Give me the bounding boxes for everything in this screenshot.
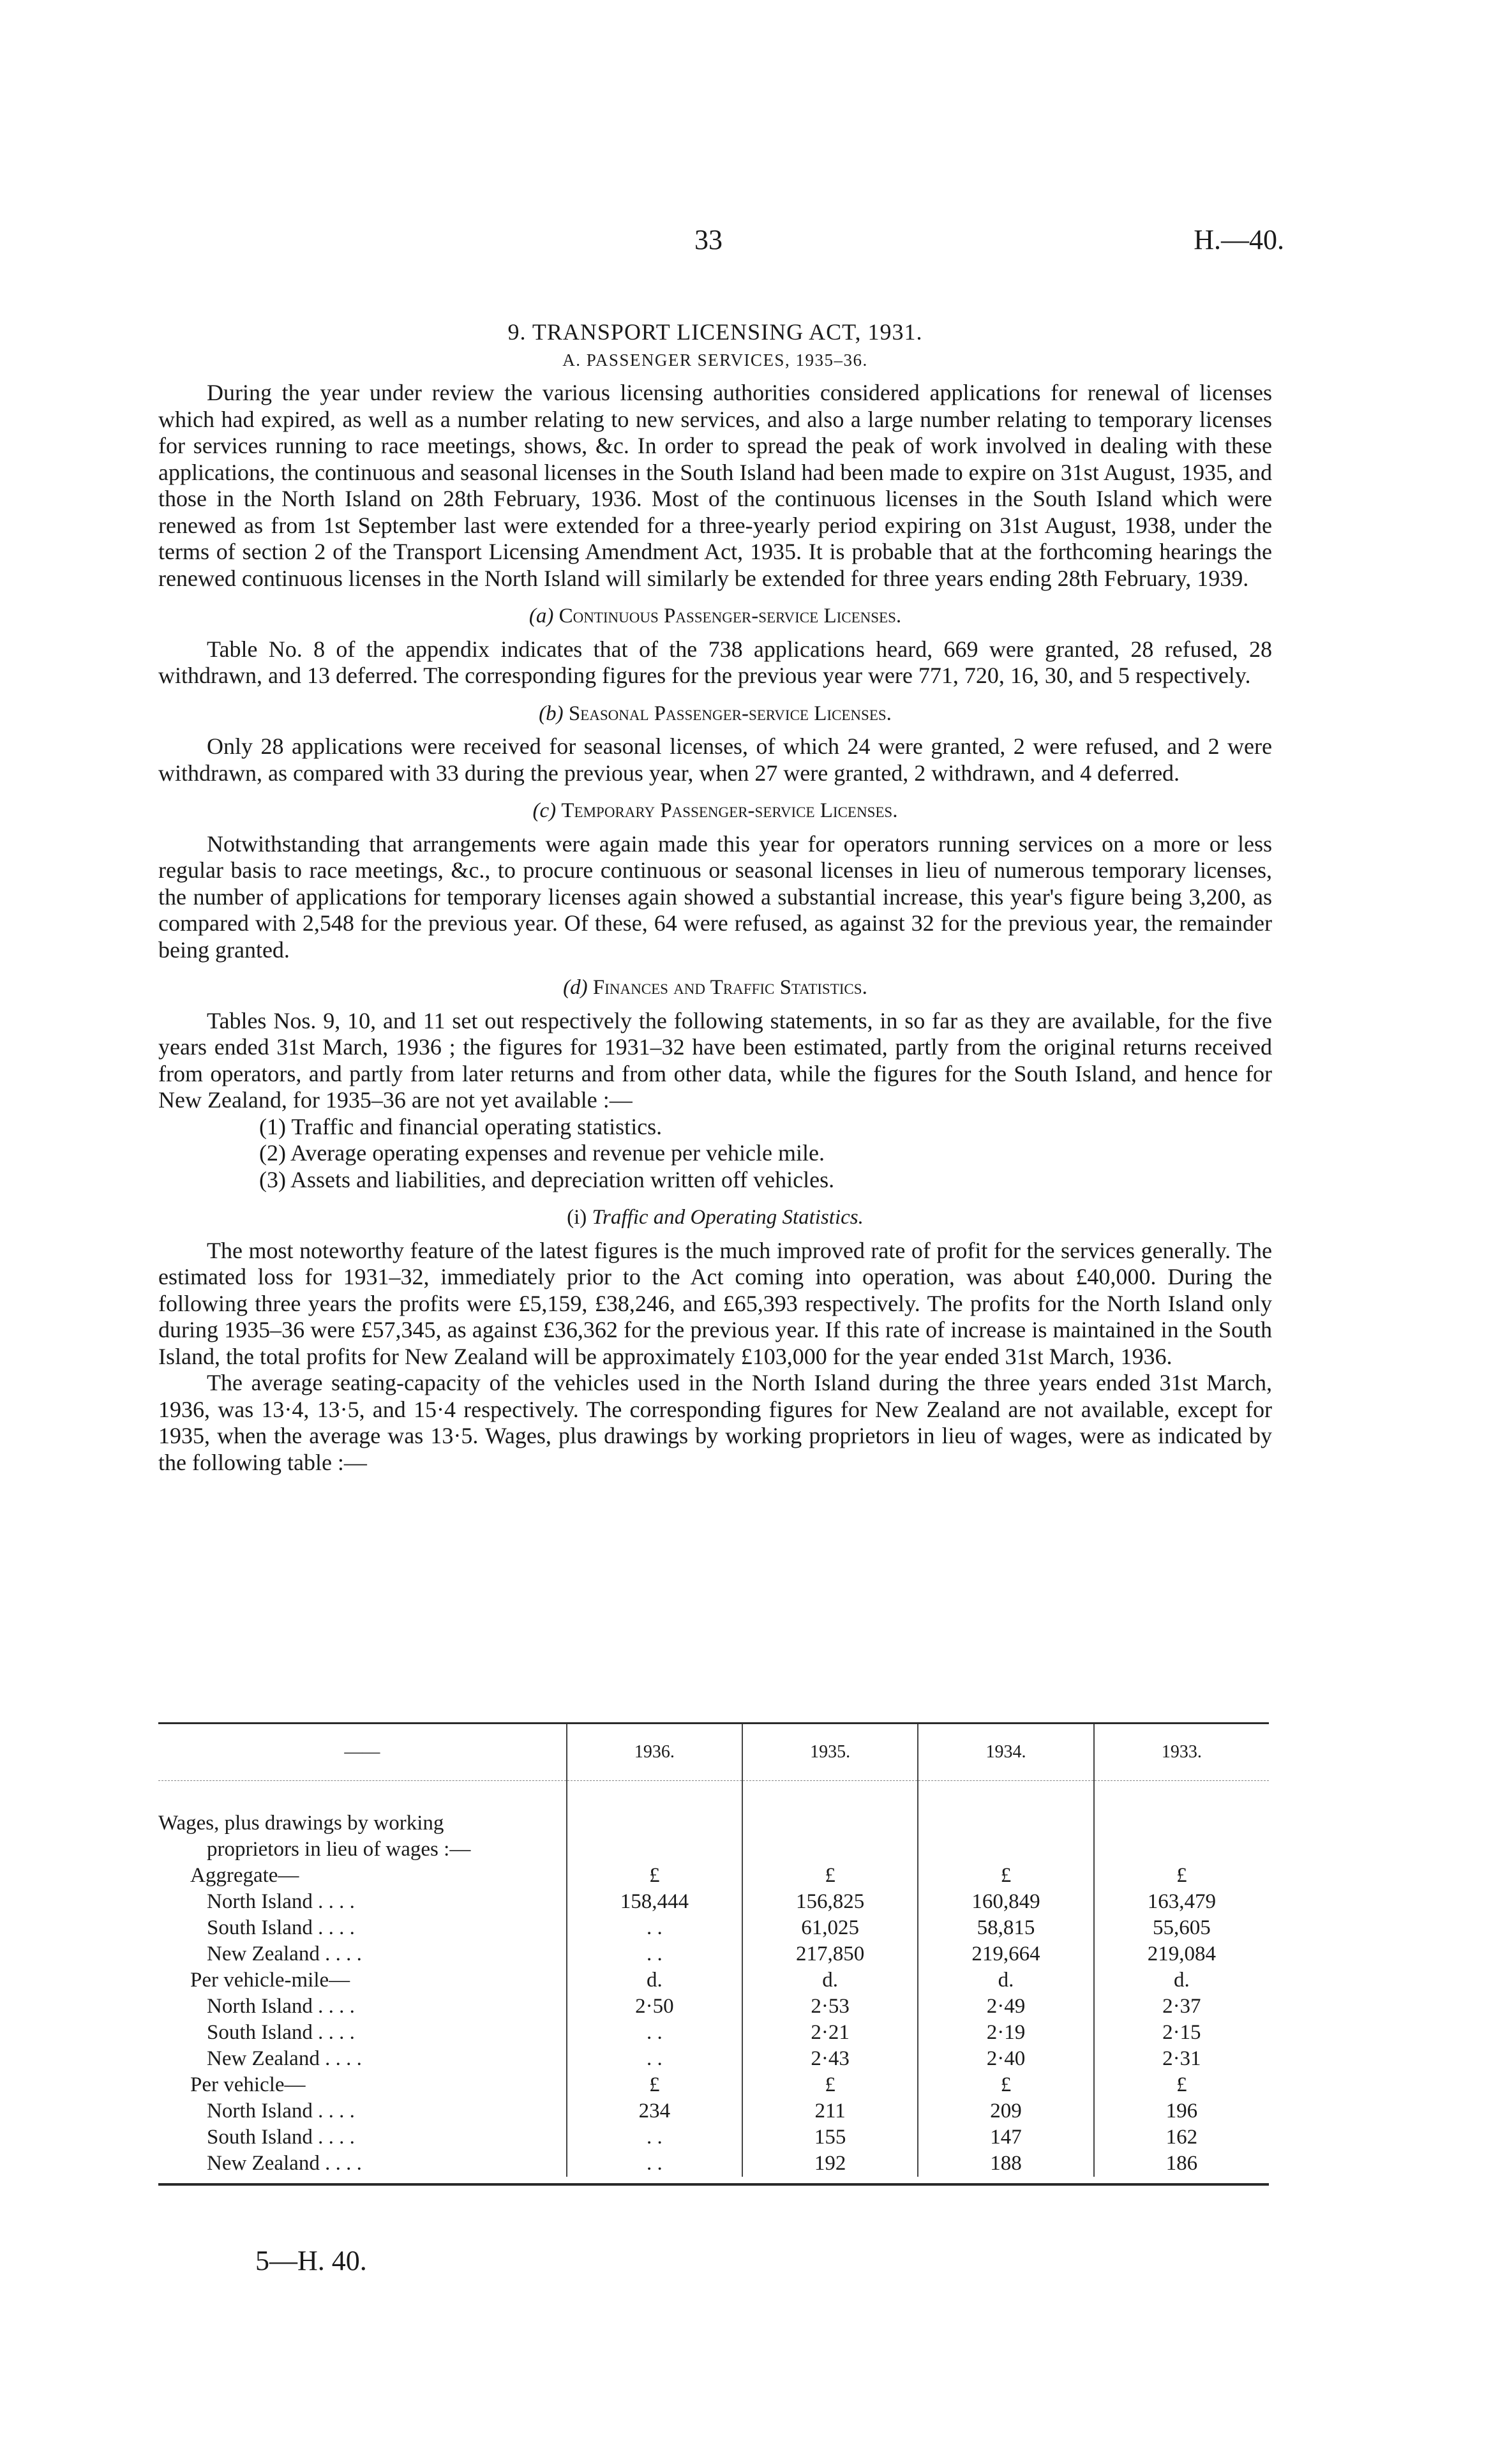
table-cell: 2·53 <box>742 1994 918 2020</box>
table-cell <box>1094 1837 1269 1863</box>
table-row <box>158 2124 1269 2151</box>
table-cell: 2·19 <box>918 2020 1093 2046</box>
heading-text: Seasonal Passenger-service Licenses. <box>568 702 892 725</box>
table-cell <box>1094 1810 1269 1837</box>
row-label: Aggregate— <box>190 1864 299 1887</box>
heading-text: Temporary Passenger-service Licenses. <box>561 799 898 822</box>
table-cell: 2·49 <box>918 1994 1093 2020</box>
table-cell: d. <box>742 1967 918 1994</box>
table-cell: 211 <box>742 2098 918 2124</box>
table-cell: 196 <box>1094 2098 1269 2124</box>
heading-c <box>158 798 1272 825</box>
table-cell: 163,479 <box>1094 1889 1269 1915</box>
row-label: South Island . . . . <box>207 2126 355 2149</box>
section-title: 9. TRANSPORT LICENSING ACT, 1931. <box>507 319 923 345</box>
table-cell <box>158 1781 567 1811</box>
table-cell: 61,025 <box>742 1915 918 1941</box>
table-cell: £ <box>567 1863 742 1889</box>
table-cell: 2·31 <box>1094 2046 1269 2072</box>
wages-table-block <box>158 1722 1269 2186</box>
row-label: Wages, plus drawings by working <box>158 1812 444 1835</box>
table-row <box>158 1863 1269 1889</box>
table-cell <box>1094 1781 1269 1811</box>
table-cell <box>918 1781 1093 1811</box>
column-header: 1935. <box>742 1724 918 1781</box>
heading-marker: (d) <box>563 976 588 999</box>
table-cell: 55,605 <box>1094 1915 1269 1941</box>
table-cell: 2·43 <box>742 2046 918 2072</box>
heading-text: Traffic and Operating Statistics. <box>592 1206 864 1229</box>
heading-text: Finances and Traffic Statistics. <box>592 976 867 999</box>
table-cell: d. <box>918 1967 1093 1994</box>
heading-marker: (b) <box>539 702 564 725</box>
row-label: Per vehicle-mile— <box>190 1969 350 1992</box>
table-cell: 58,815 <box>918 1915 1093 1941</box>
row-label: South Island . . . . <box>207 2021 355 2044</box>
heading-marker: (i) <box>567 1206 587 1229</box>
paragraph-a: Table No. 8 of the appendix indicates that of the 738 applications heard, 669 were granted, 28 refused, 28 withdrawn, and 13 deferred. The corresponding figures for the previous year were 771, 720, 16, 30, and 5 respectively. <box>158 636 1272 688</box>
row-label: New Zealand . . . . <box>207 2047 362 2070</box>
body-content <box>158 319 1272 1476</box>
table-cell: d. <box>567 1967 742 1994</box>
column-header: 1934. <box>918 1724 1093 1781</box>
heading-d <box>158 975 1272 1002</box>
table-row <box>158 1837 1269 1863</box>
column-header: 1936. <box>567 1724 742 1781</box>
table-cell: d. <box>1094 1967 1269 1994</box>
table-row <box>158 2098 1269 2124</box>
table-cell <box>742 1810 918 1837</box>
row-label: Per vehicle— <box>190 2073 306 2096</box>
table-cell: 2·40 <box>918 2046 1093 2072</box>
table-cell: £ <box>1094 1863 1269 1889</box>
paragraph-d: Tables Nos. 9, 10, and 11 set out respectively the following statements, in so far as they are available, for the five years ended 31st March, 1936 ; the figures for 1931–32 have been estimated, partly from the original returns received from operators, and partly from later returns and from other data, while the figures for the South Island, and hence for New Zealand, for 1935–36 are not yet available :— <box>158 1007 1272 1113</box>
list-item: (2) Average operating expenses and revenue per vehicle mile. <box>259 1140 825 1166</box>
table-cell <box>567 1837 742 1863</box>
list-item: (3) Assets and liabilities, and depreciation written off vehicles. <box>259 1166 835 1192</box>
paragraph-i-2: The average seating-capacity of the vehicles used in the North Island during the three years ended 31st March, 1936, was 13·4, 13·5, and 15·4 respectively. The corresponding figures for New Zealand are not available, except for 1935, when the average was 13·5. Wages, plus drawings by working proprietors in lieu of wages, were as indicated by the following table :— <box>158 1370 1272 1475</box>
table-cell: £ <box>918 2072 1093 2098</box>
table-cell: 162 <box>1094 2124 1269 2151</box>
table-cell: 2·50 <box>567 1994 742 2020</box>
table-cell: 186 <box>1094 2151 1269 2177</box>
table-cell: £ <box>918 1863 1093 1889</box>
table-cell: . . <box>567 2124 742 2151</box>
intro-paragraph: During the year under review the various licensing authorities considered applications for renewal of licenses which had expired, as well as a number relating to new services, and also a large number relating to temporary licenses for services running to race meetings, shows, &c. In order to spread the peak of work involved in dealing with these applications, the continuous and seasonal licenses in the South Island had been made to expire on 31st August, 1935, and those in the North Island on 28th February, 1936. Most of the continuous licenses in the South Island which were renewed as from 1st September last were extended for a three-yearly period expiring on 31st August, 1938, under the terms of section 2 of the Transport Licensing Amendment Act, 1935. It is probable that at the forthcoming hearings the renewed continuous licenses in the North Island will similarly be extended for three years ending 28th February, 1939. <box>158 380 1272 591</box>
table-cell: 188 <box>918 2151 1093 2177</box>
row-label: North Island . . . . <box>207 1995 355 2018</box>
statement-list <box>259 1114 1272 1194</box>
table-cell <box>567 1781 742 1811</box>
table-cell: 209 <box>918 2098 1093 2124</box>
table-row <box>158 1967 1269 1994</box>
heading-a <box>158 603 1272 630</box>
table-cell: . . <box>567 2151 742 2177</box>
table-cell: 160,849 <box>918 1889 1093 1915</box>
table-row <box>158 1994 1269 2020</box>
table-cell: 217,850 <box>742 1941 918 1967</box>
table-row <box>158 1889 1269 1915</box>
table-cell <box>918 1810 1093 1837</box>
heading-marker: (a) <box>528 605 554 627</box>
table-cell: £ <box>567 2072 742 2098</box>
table-bottom-rule <box>158 2183 1269 2186</box>
table-cell: . . <box>567 2046 742 2072</box>
row-label: New Zealand . . . . <box>207 1942 362 1965</box>
row-label: proprietors in lieu of wages :— <box>207 1838 471 1861</box>
table-cell: 192 <box>742 2151 918 2177</box>
table-cell: 155 <box>742 2124 918 2151</box>
paragraph-b: Only 28 applications were received for seasonal licenses, of which 24 were granted, 2 were refused, and 2 were withdrawn, as compared with 33 during the previous year, when 27 were granted, 2 withdrawn, and 4 deferred. <box>158 733 1272 786</box>
table-row <box>158 2072 1269 2098</box>
table-row <box>158 1810 1269 1837</box>
table-cell: 156,825 <box>742 1889 918 1915</box>
table-cell <box>567 1810 742 1837</box>
heading-text: Continuous Passenger-service Licenses. <box>558 605 902 627</box>
heading-b <box>158 701 1272 728</box>
table-spacer-row <box>158 1781 1269 1811</box>
footer-signature: 5—H. 40. <box>255 2245 367 2276</box>
stub-header: —— <box>158 1724 567 1781</box>
table-cell: . . <box>567 1915 742 1941</box>
paragraph-c: Notwithstanding that arrangements were again made this year for operators running services on a more or less regular basis to race meetings, &c., to procure continuous or seasonal licenses in lieu of numerous temporary licenses, the number of applications for temporary licenses again showed a substantial increase, this year's figure being 3,200, as compared with 2,548 for the previous year. Of these, 64 were refused, as against 32 for the previous year, the remainder being granted. <box>158 830 1272 963</box>
table-row <box>158 1915 1269 1941</box>
row-label: South Island . . . . <box>207 1916 355 1939</box>
table-cell: 219,664 <box>918 1941 1093 1967</box>
table-cell <box>918 1837 1093 1863</box>
table-row <box>158 2020 1269 2046</box>
page-number: 33 <box>694 224 723 255</box>
table-cell: . . <box>567 2020 742 2046</box>
table-cell: £ <box>742 2072 918 2098</box>
table-header-row <box>158 1724 1269 1781</box>
row-label: New Zealand . . . . <box>207 2152 362 2175</box>
heading-marker: (c) <box>532 799 557 822</box>
table-cell: 158,444 <box>567 1889 742 1915</box>
table-cell: 147 <box>918 2124 1093 2151</box>
list-item: (1) Traffic and financial operating statistics. <box>259 1113 663 1139</box>
wages-table <box>158 1724 1269 2177</box>
table-cell: 2·15 <box>1094 2020 1269 2046</box>
row-label: North Island . . . . <box>207 2100 355 2122</box>
table-row <box>158 2046 1269 2072</box>
paragraph-i-1: The most noteworthy feature of the latest figures is the much improved rate of profit for the services generally. The estimated loss for 1931–32, immediately prior to the Act coming into operation, was about £40,000. During the following three years the profits were £5,159, £38,246, and £65,393 respectively. The profits for the North Island only during 1935–36 were £57,345, as against £36,362 for the previous year. If this rate of increase is maintained in the South Island, the total profits for New Zealand will be approximately £103,000 for the year ended 31st March, 1936. <box>158 1237 1272 1369</box>
table-cell: 234 <box>567 2098 742 2124</box>
subsection-title: A. PASSENGER SERVICES, 1935–36. <box>562 350 868 370</box>
table-row <box>158 2151 1269 2177</box>
table-cell <box>742 1837 918 1863</box>
column-header: 1933. <box>1094 1724 1269 1781</box>
table-cell: 2·37 <box>1094 1994 1269 2020</box>
table-cell: £ <box>1094 2072 1269 2098</box>
row-label: North Island . . . . <box>207 1890 355 1913</box>
heading-i <box>158 1205 1272 1231</box>
table-cell <box>742 1781 918 1811</box>
document-code: H.—40. <box>1194 224 1284 255</box>
table-row <box>158 1941 1269 1967</box>
table-cell: . . <box>567 1941 742 1967</box>
table-cell: 2·21 <box>742 2020 918 2046</box>
table-cell: 219,084 <box>1094 1941 1269 1967</box>
table-cell: £ <box>742 1863 918 1889</box>
